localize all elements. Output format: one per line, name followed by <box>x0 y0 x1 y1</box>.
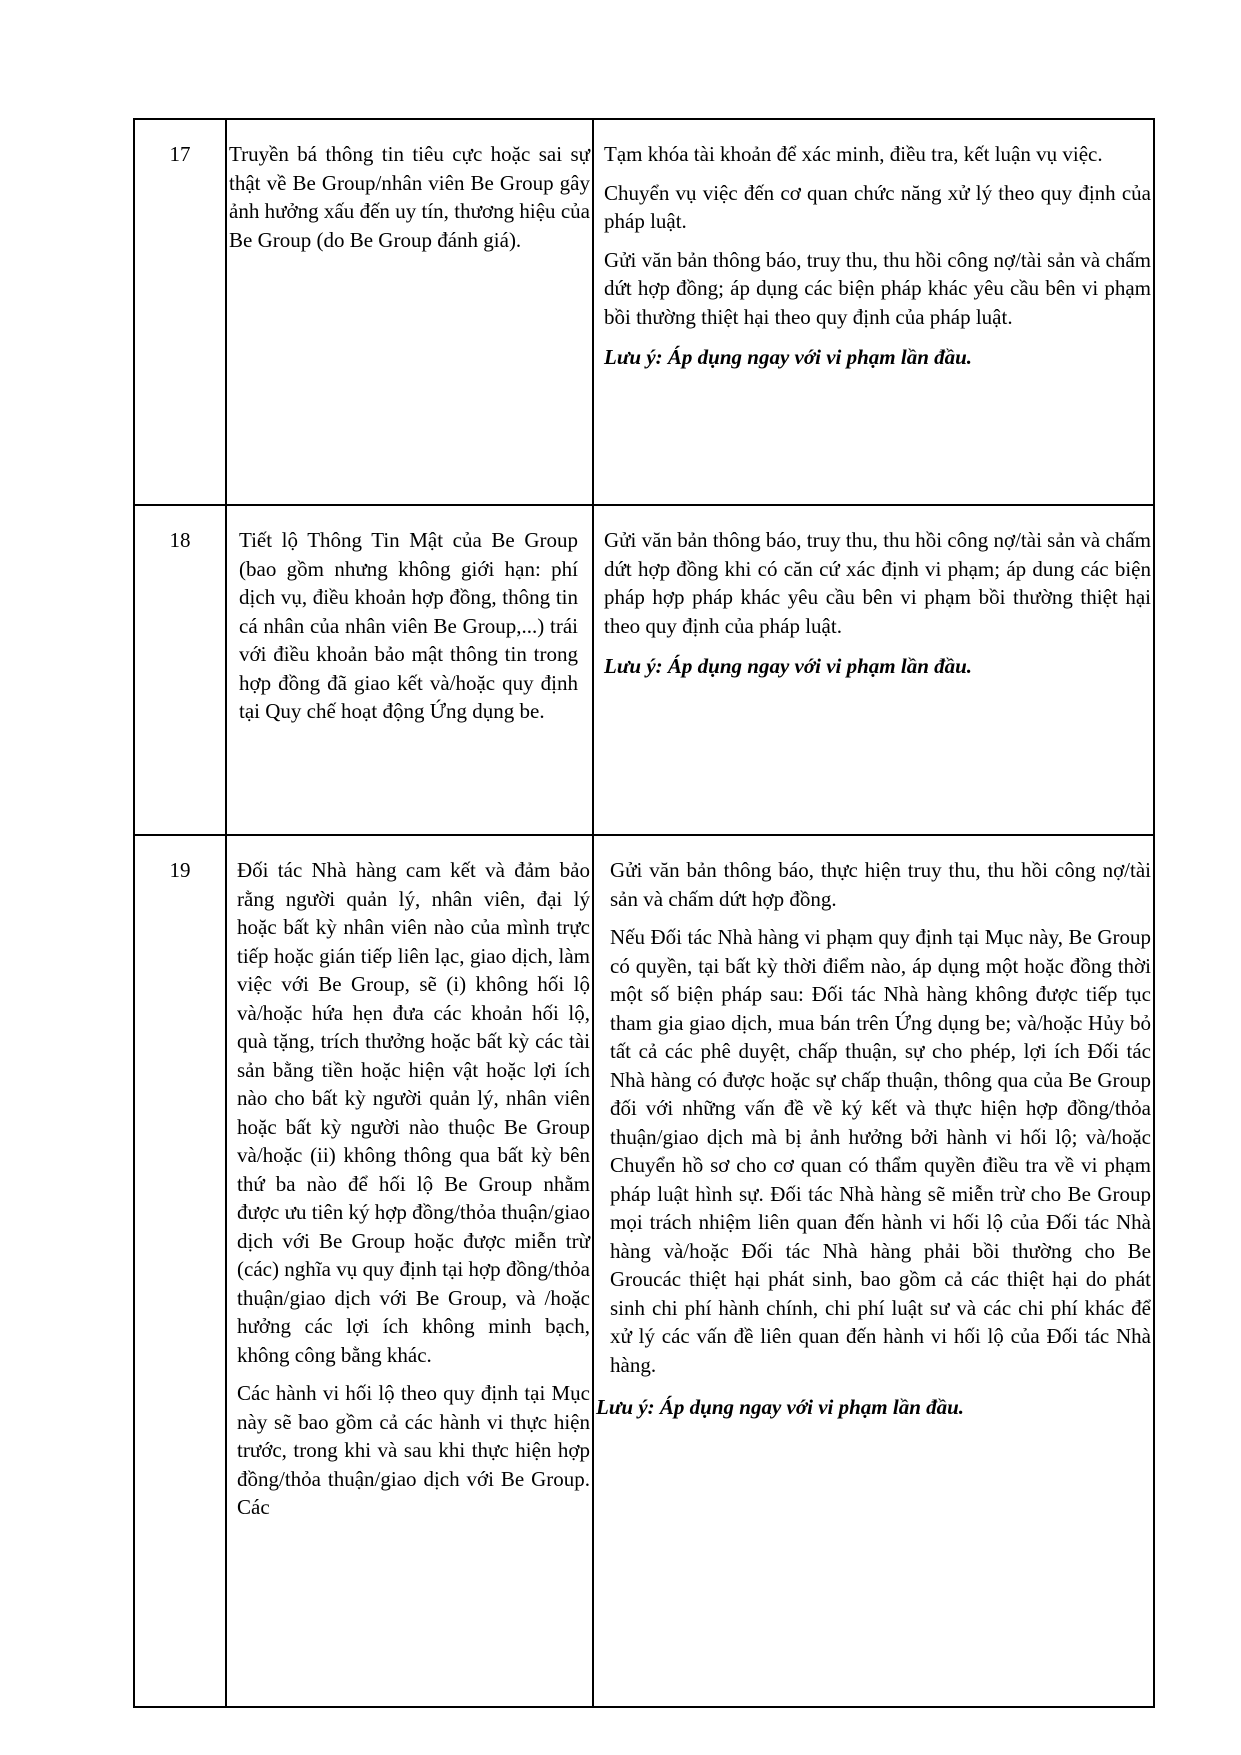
penalty-note: Lưu ý: Áp dụng ngay với vi phạm lần đầu. <box>604 345 973 369</box>
violations-table <box>133 118 1155 1708</box>
penalty-note: Lưu ý: Áp dụng ngay với vi phạm lần đầu. <box>596 1395 965 1419</box>
violation-description-paragraph: Các hành vi hối lộ theo quy định tại Mục này sẽ bao gồm cả các hành vi thực hiện trước, trong khi và sau khi thực hiện hợp đồng/thỏa thuận/giao dịch với Be Group. Các <box>237 1381 590 1519</box>
violation-description-cell <box>226 835 593 1707</box>
table-row <box>134 505 1154 835</box>
penalty-action-paragraph: Tạm khóa tài khoản để xác minh, điều tra, kết luận vụ việc. <box>604 142 1103 166</box>
penalty-action-paragraph: Gửi văn bản thông báo, thực hiện truy thu, thu hồi công nợ/tài sản và chấm dứt hợp đồng. <box>610 858 1151 911</box>
violation-description-cell <box>226 505 593 835</box>
table-row <box>134 835 1154 1707</box>
penalty-action-cell <box>593 505 1154 835</box>
penalty-action-cell <box>593 119 1154 505</box>
row-number-cell <box>134 119 226 505</box>
penalty-action-paragraph: Gửi văn bản thông báo, truy thu, thu hồi công nợ/tài sản và chấm dứt hợp đồng khi có căn cứ xác định vi phạm; áp dung các biện pháp hợp pháp khác yêu cầu bên vi phạm bồi thường thiệt hại theo quy định của pháp luật. <box>604 528 1151 638</box>
penalty-action-paragraph: Chuyển vụ việc đến cơ quan chức năng xử lý theo quy định của pháp luật. <box>604 180 1151 233</box>
row-number: 18 <box>169 528 191 552</box>
penalty-note: Lưu ý: Áp dụng ngay với vi phạm lần đầu. <box>604 654 973 678</box>
violation-description-paragraph: Truyền bá thông tin tiêu cực hoặc sai sự thật về Be Group/nhân viên Be Group gây ảnh hưởng xấu đến uy tín, thương hiệu của Be Group (do Be Group đánh giá). <box>229 142 590 252</box>
penalty-action-cell <box>593 835 1154 1707</box>
row-number: 19 <box>169 858 191 882</box>
row-number-cell <box>134 835 226 1707</box>
row-number-cell <box>134 505 226 835</box>
penalty-action-paragraph: Nếu Đối tác Nhà hàng vi phạm quy định tại Mục này, Be Group có quyền, tại bất kỳ thời điểm nào, áp dụng một hoặc đồng thời một số biện pháp sau: Đối tác Nhà hàng không được tiếp tục tham gia giao dịch, mua bán trên Ứng dụng be; và/hoặc Hủy bỏ tất cả các phê duyệt, chấp thuận, sự cho phép, lợi ích Đối tác Nhà hàng có được hoặc sự chấp thuận, thông qua của Be Group đối với những vấn đề về ký kết và thực hiện hợp đồng/thỏa thuận/giao dịch mà bị ảnh hưởng bởi hành vi hối lộ; và/hoặc Chuyển hồ sơ cho cơ quan có thẩm quyền điều tra về vi phạm pháp luật hình sự. Đối tác Nhà hàng sẽ miễn trừ cho Be Group mọi trách nhiệm liên quan đến hành vi hối lộ của Đối tác Nhà hàng và/hoặc Đối tác Nhà hàng phải bồi thường cho Be Groucác thiệt hại phát sinh, bao gồm cả các thiệt hại do phát sinh chi phí hành chính, chi phí luật sư và các chi phí khác để xử lý các vấn đề liên quan đến hành vi hối lộ của Đối tác Nhà hàng. <box>610 925 1151 1377</box>
table-row <box>134 119 1154 505</box>
violation-description-paragraph: Đối tác Nhà hàng cam kết và đảm bảo rằng người quản lý, nhân viên, đại lý hoặc bất kỳ nhân viên nào của mình trực tiếp hoặc gián tiếp liên lạc, giao dịch, làm việc với Be Group, sẽ (i) không hối lộ và/hoặc hứa hẹn đưa các khoản hối lộ, quà tặng, trích thưởng hoặc bất kỳ các tài sản bằng tiền hoặc hiện vật hoặc lợi ích nào cho bất kỳ người quản lý, nhân viên hoặc bất kỳ người nào thuộc Be Group và/hoặc (ii) không thông qua bất kỳ bên thứ ba nào để hối lộ Be Group nhằm được ưu tiên ký hợp đồng/thỏa thuận/giao dịch với Be Group hoặc được miễn trừ (các) nghĩa vụ quy định tại hợp đồng/thỏa thuận/giao dịch với Be Group, và /hoặc hưởng các lợi ích không minh bạch, không công bằng khác. <box>237 858 590 1367</box>
violation-description-cell <box>226 119 593 505</box>
penalty-action-paragraph: Gửi văn bản thông báo, truy thu, thu hồi công nợ/tài sản và chấm dứt hợp đồng; áp dụng các biện pháp khác yêu cầu bên vi phạm bồi thường thiệt hại theo quy định của pháp luật. <box>604 247 1151 329</box>
violation-description-paragraph: Tiết lộ Thông Tin Mật của Be Group (bao gồm nhưng không giới hạn: phí dịch vụ, điều khoản hợp đồng, thông tin cá nhân của nhân viên Be Group,...) trái với điều khoản bảo mật thông tin trong hợp đồng đã giao kết và/hoặc quy định tại Quy chế hoạt động Ứng dụng be. <box>239 528 578 723</box>
row-number: 17 <box>169 142 191 166</box>
